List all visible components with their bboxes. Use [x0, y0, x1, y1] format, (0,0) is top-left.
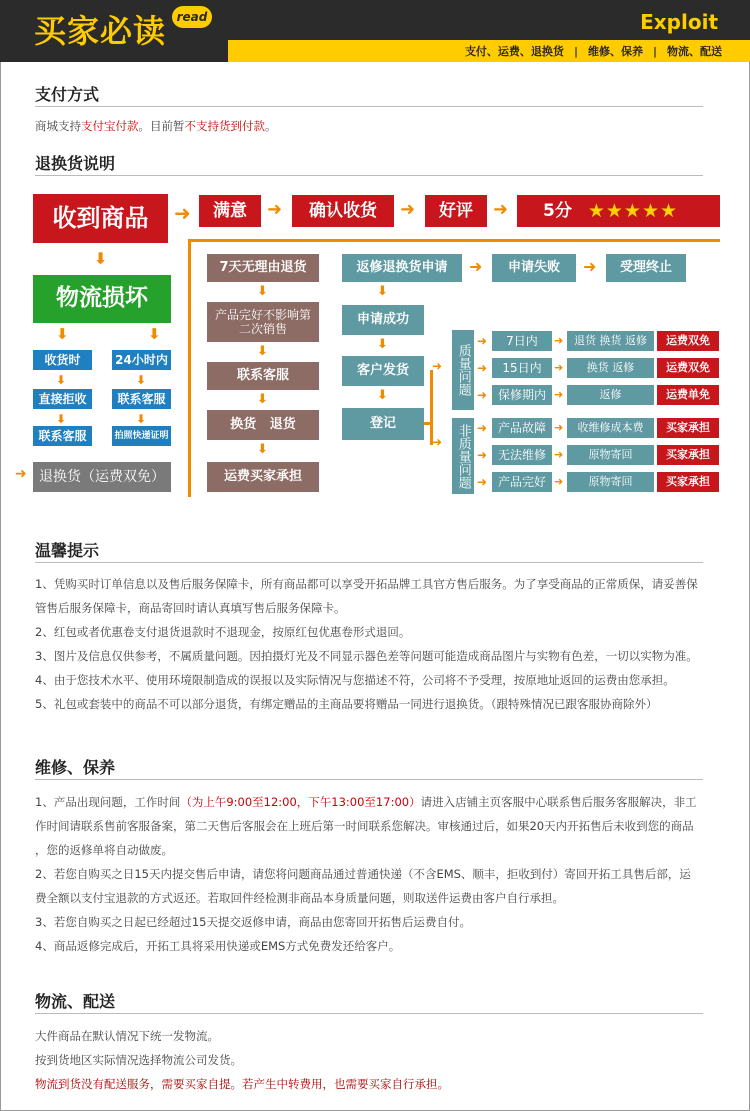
nq-row-when: 产品完好: [492, 472, 552, 492]
shipping-line: 大件商品在默认情况下统一发物流。: [35, 1029, 219, 1043]
divider: [35, 562, 703, 563]
page-title: 买家必读: [34, 12, 167, 50]
arrow-down-icon: ⬇: [377, 284, 388, 299]
flow-exchange-return: 换货 退货: [207, 410, 319, 440]
tips-line: 5、礼包或套装中的商品不可以部分退货，有绑定赠品的主商品要将赠品一同进行退换货。（跟特殊情况已跟客服协商除外）: [35, 697, 658, 711]
nav-link-repair[interactable]: 维修、保养: [587, 45, 643, 58]
flow-photo-proof: 拍照快递证明: [112, 426, 171, 446]
nq-row-fee: 买家承担: [657, 418, 719, 438]
flow-ship-back: 客户发货: [342, 356, 424, 386]
arrow-right-icon: ➜: [477, 475, 488, 489]
arrow-right-icon: ➜: [267, 199, 283, 220]
repair-line: 4、商品返修完成后，开拓工具将采用快递或EMS方式免费发还给客户。: [35, 939, 401, 953]
tips-line: 1、凭购买时订单信息以及售后服务保障卡，所有商品都可以享受开拓品牌工具官方售后服务。为了享受商品的正常质保，请妥善保: [35, 577, 698, 591]
label-non-quality: 非质量问题: [452, 418, 474, 494]
flow-apply-failed: 申请失败: [492, 254, 576, 282]
arrow-right-icon: ➜: [477, 361, 488, 375]
tips-line: 管售后服务保障卡，商品寄回时请认真填写售后服务保障卡。: [35, 601, 346, 615]
score-label: 5分: [543, 200, 572, 221]
section-title-tips: 温馨提示: [35, 541, 100, 560]
q-row-fee: 运费双免: [657, 358, 719, 378]
arrow-down-icon: ⬇: [56, 412, 67, 426]
arrow-right-icon: ➜: [15, 466, 27, 482]
flow-register: 登记: [342, 408, 424, 440]
work-hours: （为上午9:00至12:00，下午13:00至17:00）: [180, 795, 421, 809]
arrow-right-icon: ➜: [432, 359, 443, 373]
arrow-down-icon: ⬇: [148, 325, 161, 343]
label-quality: 质量问题: [452, 330, 474, 410]
arrow-right-icon: ➜: [477, 388, 488, 402]
nq-row-when: 产品故障: [492, 418, 552, 438]
arrow-right-icon: ➜: [554, 448, 564, 461]
flow-repair-apply: 返修退换货申请: [342, 254, 462, 282]
flow-damaged: 物流损坏: [33, 275, 171, 323]
shipping-note: 物流到货没有配送服务，需要买家自提。若产生中转费用，也需要买家自行承担。: [35, 1077, 449, 1091]
q-row-fee: 运费双免: [657, 331, 719, 351]
arrow-down-icon: ⬇: [56, 373, 67, 387]
nq-row-fee: 买家承担: [657, 472, 719, 492]
arrow-right-icon: ➜: [554, 361, 564, 374]
orange-connector: [430, 370, 433, 445]
flow-score: [517, 195, 720, 227]
divider: [35, 1013, 703, 1014]
arrow-down-icon: ⬇: [94, 249, 108, 268]
tips-line: 4、由于您技术水平、使用环境限制造成的误报以及实际情况与您描述不符，公司将不予受理，按原地址返回的运费由您承担。: [35, 673, 675, 687]
flow-received: 收到商品: [33, 194, 168, 243]
repair-line: ，您的返修单将自动做废。: [35, 843, 173, 857]
brand-logo: Exploit: [640, 10, 718, 34]
flow-confirm: 确认收货: [292, 195, 394, 227]
section-title-payment: 支付方式: [35, 85, 100, 104]
orange-divider: [188, 239, 720, 242]
flow-24h: 24小时内: [112, 350, 171, 370]
q-row-action: 退货 换货 返修: [567, 331, 654, 351]
nq-row-action: 原物寄回: [567, 472, 654, 492]
tips-text: [35, 572, 725, 716]
nav-link-shipping[interactable]: 物流、配送: [667, 45, 722, 58]
arrow-right-icon: ➜: [477, 334, 488, 348]
arrow-down-icon: ⬇: [136, 373, 147, 387]
repair-line: 费全额以支付宝退款的方式返还。若取回件经检测非商品本身质量问题，则取送件运费由客户自行承担。: [35, 891, 564, 905]
repair-line: [35, 790, 725, 814]
flow-apply-success: 申请成功: [342, 305, 424, 335]
repair-line: 2、若您自购买之日15天内提交售后申请，请您将问题商品通过普通快递（不含EMS、顺丰，拒收到付）寄回开拓工具售后部，运: [35, 867, 691, 881]
arrow-right-icon: ➜: [477, 421, 488, 435]
repair-line: 3、若您自购买之日起已经超过15天提交返修申请，商品由您寄回开拓售后运费自付。: [35, 915, 471, 929]
nq-row-fee: 买家承担: [657, 445, 719, 465]
nq-row-action: 收维修成本费: [567, 418, 654, 438]
flow-contact-cs: 联系客服: [112, 389, 171, 409]
flow-buyer-pays: 运费买家承担: [207, 462, 319, 492]
flow-review: 好评: [425, 195, 487, 227]
arrow-right-icon: ➜: [469, 257, 483, 276]
q-row-fee: 运费单免: [657, 385, 719, 405]
flow-return-free: 退换货（运费双免）: [33, 462, 171, 492]
arrow-right-icon: ➜: [583, 257, 597, 276]
arrow-down-icon: ⬇: [257, 344, 268, 359]
nav-separator: |: [652, 44, 657, 58]
arrow-right-icon: ➜: [174, 201, 191, 225]
section-title-shipping: 物流、配送: [35, 992, 116, 1011]
arrow-right-icon: ➜: [554, 421, 564, 434]
payment-alipay: 支付宝付款: [81, 119, 139, 133]
arrow-down-icon: ⬇: [136, 412, 147, 426]
tips-line: 3、图片及信息仅供参考，不属质量问题。因拍摄灯光及不同显示器色差等问题可能造成商品图片与实物有色差，一切以实物为准。: [35, 649, 698, 663]
arrow-right-icon: ➜: [554, 388, 564, 401]
flow-7day: 7天无理由退货: [207, 254, 319, 282]
tips-line: 2、红包或者优惠卷支付退货退款时不退现金，按原红包优惠卷形式退回。: [35, 625, 411, 639]
q-row-action: 换货 返修: [567, 358, 654, 378]
arrow-down-icon: ⬇: [257, 284, 268, 299]
flow-on-receipt: 收货时: [33, 350, 92, 370]
shipping-line: 按到货地区实际情况选择物流公司发货。: [35, 1053, 242, 1067]
q-row-when: 15日内: [492, 358, 552, 378]
nq-row-when: 无法维修: [492, 445, 552, 465]
arrow-down-icon: ⬇: [257, 442, 268, 457]
flow-terminated: 受理终止: [606, 254, 686, 282]
flow-intact: 产品完好不影响第二次销售: [207, 302, 319, 342]
nq-row-action: 原物寄回: [567, 445, 654, 465]
repair-line: 作时间请联系售前客服备案，第二天售后客服会在上班后第一时间联系您解决。审核通过后，如果20天内开拓售后未收到您的商品: [35, 819, 694, 833]
orange-connector: [424, 422, 432, 425]
repair-text: [35, 790, 725, 958]
arrow-down-icon: ⬇: [377, 388, 388, 403]
arrow-right-icon: ➜: [477, 448, 488, 462]
nav-link-payment[interactable]: 支付、运费、退换货: [464, 45, 564, 58]
arrow-down-icon: ⬇: [377, 337, 388, 352]
flow-contact-cs-2: 联系客服: [33, 426, 92, 446]
q-row-when: 7日内: [492, 331, 552, 351]
payment-text-a: 商城支持: [35, 119, 81, 133]
payment-text-c: 。目前暂: [138, 119, 185, 133]
orange-divider: [188, 239, 191, 497]
q-row-action: 返修: [567, 385, 654, 405]
repair-l1a: 1、产品出现问题，工作时间: [35, 795, 181, 809]
flow-mid-contact: 联系客服: [207, 362, 319, 390]
read-badge: read: [172, 6, 212, 28]
arrow-right-icon: ➜: [554, 334, 564, 347]
arrow-right-icon: ➜: [554, 475, 564, 488]
payment-no-cod: 不支持货到付款: [184, 119, 265, 133]
nav-separator: |: [573, 44, 578, 58]
flow-satisfied: 满意: [199, 195, 261, 227]
divider: [35, 779, 703, 780]
repair-l1c: 请进入店铺主页客服中心联系售后服务客服解决，非工: [420, 795, 697, 809]
flow-refuse: 直接拒收: [33, 389, 92, 409]
arrow-right-icon: ➜: [400, 199, 416, 220]
section-title-repair: 维修、保养: [35, 758, 116, 777]
payment-text-e: 。: [265, 119, 277, 133]
section-title-returns: 退换货说明: [35, 154, 116, 173]
arrow-right-icon: ➜: [493, 199, 509, 220]
arrow-down-icon: ⬇: [56, 325, 69, 343]
shipping-text: [35, 1024, 725, 1096]
q-row-when: 保修期内: [492, 385, 552, 405]
returns-flow-diagram: [0, 0, 750, 520]
star-rating-icon: ★★★★★: [587, 199, 679, 222]
arrow-down-icon: ⬇: [257, 392, 268, 407]
arrow-right-icon: ➜: [432, 435, 443, 449]
